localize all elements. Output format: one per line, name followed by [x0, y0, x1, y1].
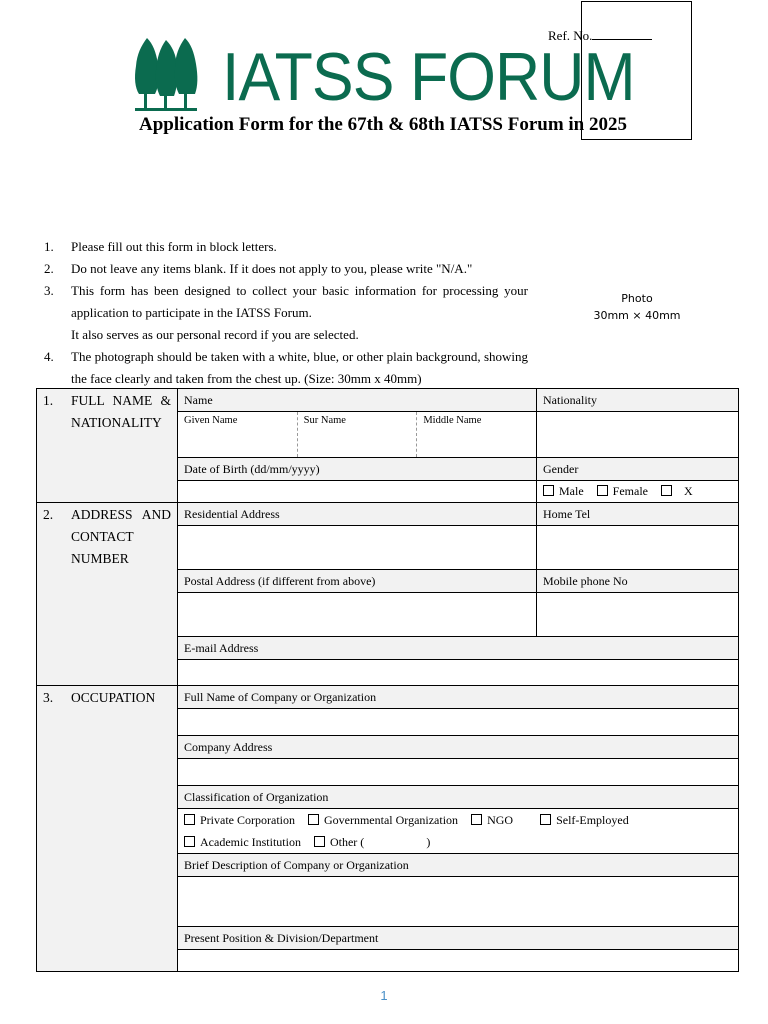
nationality-field[interactable]	[537, 412, 739, 458]
company-address-field[interactable]	[178, 759, 739, 786]
academic-institution-option[interactable]: Academic Institution	[184, 831, 301, 853]
private-corporation-option[interactable]: Private Corporation	[184, 809, 295, 831]
instructions-list	[44, 236, 528, 390]
mobile-phone-header: Mobile phone No	[537, 570, 739, 593]
residential-address-field[interactable]	[178, 526, 537, 570]
postal-address-header: Postal Address (if different from above)	[178, 570, 537, 593]
postal-address-field[interactable]	[178, 593, 537, 637]
home-tel-header: Home Tel	[537, 503, 739, 526]
name-header: Name	[178, 389, 537, 412]
self-employed-checkbox[interactable]	[540, 814, 551, 825]
position-header: Present Position & Division/Department	[178, 927, 739, 950]
photo-label-text: Photo	[621, 292, 653, 305]
mobile-phone-field[interactable]	[537, 593, 739, 637]
home-tel-field[interactable]	[537, 526, 739, 570]
governmental-organization-checkbox[interactable]	[308, 814, 319, 825]
company-name-header: Full Name of Company or Organization	[178, 686, 739, 709]
academic-institution-checkbox[interactable]	[184, 836, 195, 847]
gender-female-option[interactable]: Female	[597, 484, 648, 499]
governmental-organization-option[interactable]: Governmental Organization	[308, 809, 458, 831]
page-number: 1	[380, 988, 388, 1003]
email-header: E-mail Address	[178, 637, 739, 660]
gender-male-option[interactable]: Male	[543, 484, 584, 499]
classification-header: Classification of Organization	[178, 786, 739, 809]
nationality-header: Nationality	[537, 389, 739, 412]
position-field[interactable]	[178, 950, 739, 972]
ngo-checkbox[interactable]	[471, 814, 482, 825]
gender-header: Gender	[537, 458, 739, 481]
photo-label	[585, 290, 689, 324]
page-title: Application Form for the 67th & 68th IATSS Forum in 2025	[138, 114, 628, 135]
other-option[interactable]: Other ( )	[314, 831, 430, 853]
dob-header: Date of Birth (dd/mm/yyyy)	[178, 458, 537, 481]
section-address-contact: 2. ADDRESS AND CONTACT NUMBER	[37, 503, 178, 686]
instruction-item: 3. This form has been designed to collect your basic information for processing your application to participate in the IATSS Forum.	[44, 283, 528, 320]
gender-options	[537, 481, 739, 503]
name-fields	[178, 412, 537, 458]
section-full-name-nationality: 1. FULL NAME & NATIONALITY	[37, 389, 178, 503]
female-checkbox[interactable]	[597, 485, 608, 496]
iatss-forum-logo-text: IATSS FORUM	[222, 39, 635, 115]
ref-number	[548, 27, 652, 44]
instruction-item: 2. Do not leave any items blank. If it does not apply to you, please write "N/A."	[44, 261, 473, 276]
other-checkbox[interactable]	[314, 836, 325, 847]
instruction-item: 4. The photograph should be taken with a white, blue, or other plain background, showing the face clearly and taken from the chest up. (Size: 30mm x 40mm)	[44, 349, 528, 386]
private-corporation-checkbox[interactable]	[184, 814, 195, 825]
company-name-field[interactable]	[178, 709, 739, 736]
email-field[interactable]	[178, 660, 739, 686]
sur-name-field[interactable]: Sur Name	[298, 412, 418, 457]
photo-size-text: 30mm × 40mm	[593, 309, 681, 322]
section-occupation: 3. OCCUPATION	[37, 686, 178, 972]
company-address-header: Company Address	[178, 736, 739, 759]
dob-field[interactable]	[178, 481, 537, 503]
self-employed-option[interactable]: Self-Employed	[540, 809, 629, 831]
description-header: Brief Description of Company or Organization	[178, 854, 739, 877]
instruction-item: 1. Please fill out this form in block letters.	[44, 239, 277, 254]
classification-options	[178, 809, 739, 854]
given-name-field[interactable]: Given Name	[178, 412, 298, 457]
x-checkbox[interactable]	[661, 485, 672, 496]
male-checkbox[interactable]	[543, 485, 554, 496]
gender-x-option[interactable]: X	[661, 484, 693, 499]
description-field[interactable]	[178, 877, 739, 927]
instruction-item: It also serves as our personal record if you are selected.	[71, 327, 359, 342]
application-form-table	[36, 388, 739, 972]
ref-input-line[interactable]	[592, 27, 652, 40]
middle-name-field[interactable]: Middle Name	[423, 415, 482, 426]
residential-address-header: Residential Address	[178, 503, 537, 526]
iatss-tree-logo-icon	[133, 36, 199, 112]
ngo-option[interactable]: NGO	[471, 809, 513, 831]
ref-label: Ref. No.	[548, 28, 593, 43]
